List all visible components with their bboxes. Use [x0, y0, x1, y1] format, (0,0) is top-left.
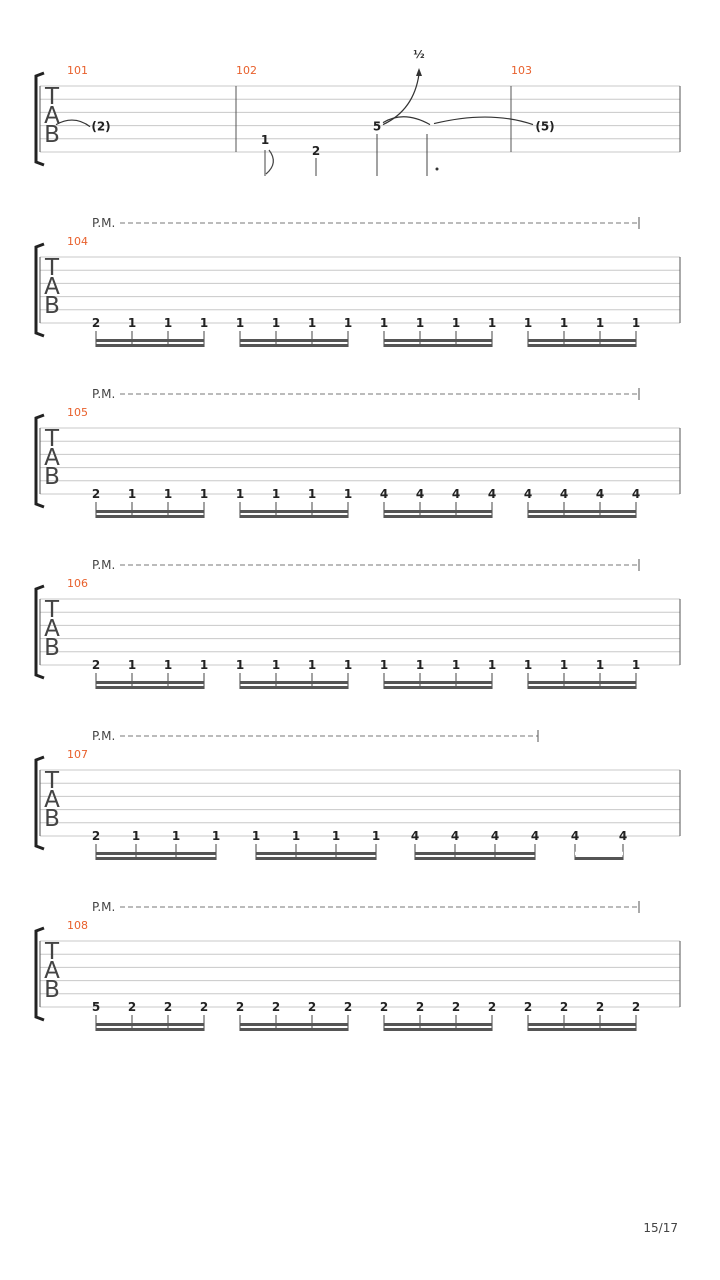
fret-number: (2): [91, 119, 111, 134]
fret-number: 1: [631, 316, 641, 330]
tab-clef-letter: B: [44, 635, 60, 661]
fret-number: 2: [163, 1000, 173, 1014]
fret-number: 4: [410, 829, 420, 843]
fret-number: (5): [535, 119, 555, 134]
measure-number: 102: [236, 64, 257, 77]
fret-number: 1: [487, 316, 497, 330]
tab-clef-letter: T: [44, 597, 60, 623]
fret-number: 4: [631, 487, 641, 501]
fret-number: 1: [291, 829, 301, 843]
fret-number: 4: [490, 829, 500, 843]
fret-number: 1: [307, 316, 317, 330]
fret-number: 1: [271, 658, 281, 672]
fret-number: 1: [371, 829, 381, 843]
fret-number: 2: [631, 1000, 641, 1014]
fret-number: 1: [271, 487, 281, 501]
tab-clef-letter: B: [44, 977, 60, 1003]
fret-number: 2: [311, 144, 321, 158]
tab-clef-letter: T: [44, 255, 60, 281]
measure-number: 105: [67, 406, 88, 419]
fret-number: 2: [199, 1000, 209, 1014]
fret-number: 4: [523, 487, 533, 501]
fret-number: 5: [372, 119, 382, 134]
fret-number: 1: [595, 658, 605, 672]
fret-number: 2: [559, 1000, 569, 1014]
fret-number: 1: [415, 658, 425, 672]
fret-number: 4: [570, 829, 580, 843]
fret-number: 1: [307, 658, 317, 672]
tab-clef-letter: A: [44, 103, 60, 129]
fret-number: 1: [451, 316, 461, 330]
fret-number: 2: [595, 1000, 605, 1014]
tab-clef-letter: B: [44, 122, 60, 148]
fret-number: 1: [163, 658, 173, 672]
fret-number: 2: [523, 1000, 533, 1014]
fret-number: 1: [171, 829, 181, 843]
bend-arrowhead: [416, 68, 422, 76]
fret-number: 4: [450, 829, 460, 843]
fret-number: 1: [631, 658, 641, 672]
fret-number: 1: [379, 658, 389, 672]
fret-number: 2: [487, 1000, 497, 1014]
tie-arc: [434, 117, 533, 125]
page-number: 15/17: [643, 1221, 678, 1235]
tab-clef-letter: T: [44, 84, 60, 110]
fret-number: 2: [235, 1000, 245, 1014]
fret-number: 1: [451, 658, 461, 672]
tab-clef-letter: T: [44, 426, 60, 452]
fret-number: 1: [235, 658, 245, 672]
fret-number: 1: [379, 316, 389, 330]
tab-clef-letter: A: [44, 958, 60, 984]
fret-number: 1: [163, 487, 173, 501]
tab-clef-letter: A: [44, 274, 60, 300]
measure-number: 103: [511, 64, 532, 77]
palm-mute-label: P.M.: [92, 900, 116, 914]
fret-number: 1: [487, 658, 497, 672]
fret-number: 1: [199, 487, 209, 501]
fret-number: 2: [91, 487, 101, 501]
fret-number: 1: [331, 829, 341, 843]
fret-number: 1: [559, 316, 569, 330]
fret-number: 1: [343, 658, 353, 672]
fret-number: 1: [235, 316, 245, 330]
fret-number: 4: [595, 487, 605, 501]
measure-number: 101: [67, 64, 88, 77]
tab-clef-letter: T: [44, 768, 60, 794]
fret-number: 1: [271, 316, 281, 330]
fret-number: 1: [523, 658, 533, 672]
fret-number: 1: [163, 316, 173, 330]
measure-number: 107: [67, 748, 88, 761]
fret-number: 2: [379, 1000, 389, 1014]
fret-number: 2: [127, 1000, 137, 1014]
bend-label: ½: [413, 48, 425, 61]
fret-number: 1: [523, 316, 533, 330]
fret-number: 4: [415, 487, 425, 501]
fret-number: 2: [91, 658, 101, 672]
fret-number: 1: [595, 316, 605, 330]
measure-number: 104: [67, 235, 88, 248]
tab-clef-letter: B: [44, 464, 60, 490]
tab-clef-letter: B: [44, 293, 60, 319]
fret-number: 4: [451, 487, 461, 501]
palm-mute-label: P.M.: [92, 729, 116, 743]
fret-number: 2: [415, 1000, 425, 1014]
fret-number: 1: [559, 658, 569, 672]
fret-number: 2: [343, 1000, 353, 1014]
fret-number: 1: [131, 829, 141, 843]
fret-number: 1: [127, 487, 137, 501]
fret-number: 1: [235, 487, 245, 501]
fret-number: 1: [251, 829, 261, 843]
tab-clef-letter: A: [44, 445, 60, 471]
palm-mute-label: P.M.: [92, 216, 116, 230]
fret-number: 1: [260, 133, 270, 147]
measure-number: 108: [67, 919, 88, 932]
fret-number: 4: [487, 487, 497, 501]
tab-clef-letter: B: [44, 806, 60, 832]
fret-number: 4: [530, 829, 540, 843]
fret-number: 1: [343, 487, 353, 501]
fret-number: 1: [127, 316, 137, 330]
fret-number: 4: [379, 487, 389, 501]
fret-number: 1: [211, 829, 221, 843]
fret-number: 5: [91, 1000, 101, 1014]
fret-number: 2: [451, 1000, 461, 1014]
fret-number: 1: [199, 658, 209, 672]
dot: [436, 168, 439, 171]
fret-number: 2: [307, 1000, 317, 1014]
fret-number: 1: [127, 658, 137, 672]
tab-clef-letter: T: [44, 939, 60, 965]
fret-number: 1: [307, 487, 317, 501]
tab-clef-letter: A: [44, 616, 60, 642]
fret-number: 1: [343, 316, 353, 330]
fret-number: 4: [559, 487, 569, 501]
fret-number: 1: [199, 316, 209, 330]
tab-clef-letter: A: [44, 787, 60, 813]
palm-mute-label: P.M.: [92, 387, 116, 401]
fret-number: 2: [271, 1000, 281, 1014]
palm-mute-label: P.M.: [92, 558, 116, 572]
measure-number: 106: [67, 577, 88, 590]
slide-mark: [266, 150, 273, 174]
fret-number: 2: [91, 316, 101, 330]
fret-number: 2: [91, 829, 101, 843]
fret-number: 1: [415, 316, 425, 330]
fret-number: 4: [618, 829, 628, 843]
